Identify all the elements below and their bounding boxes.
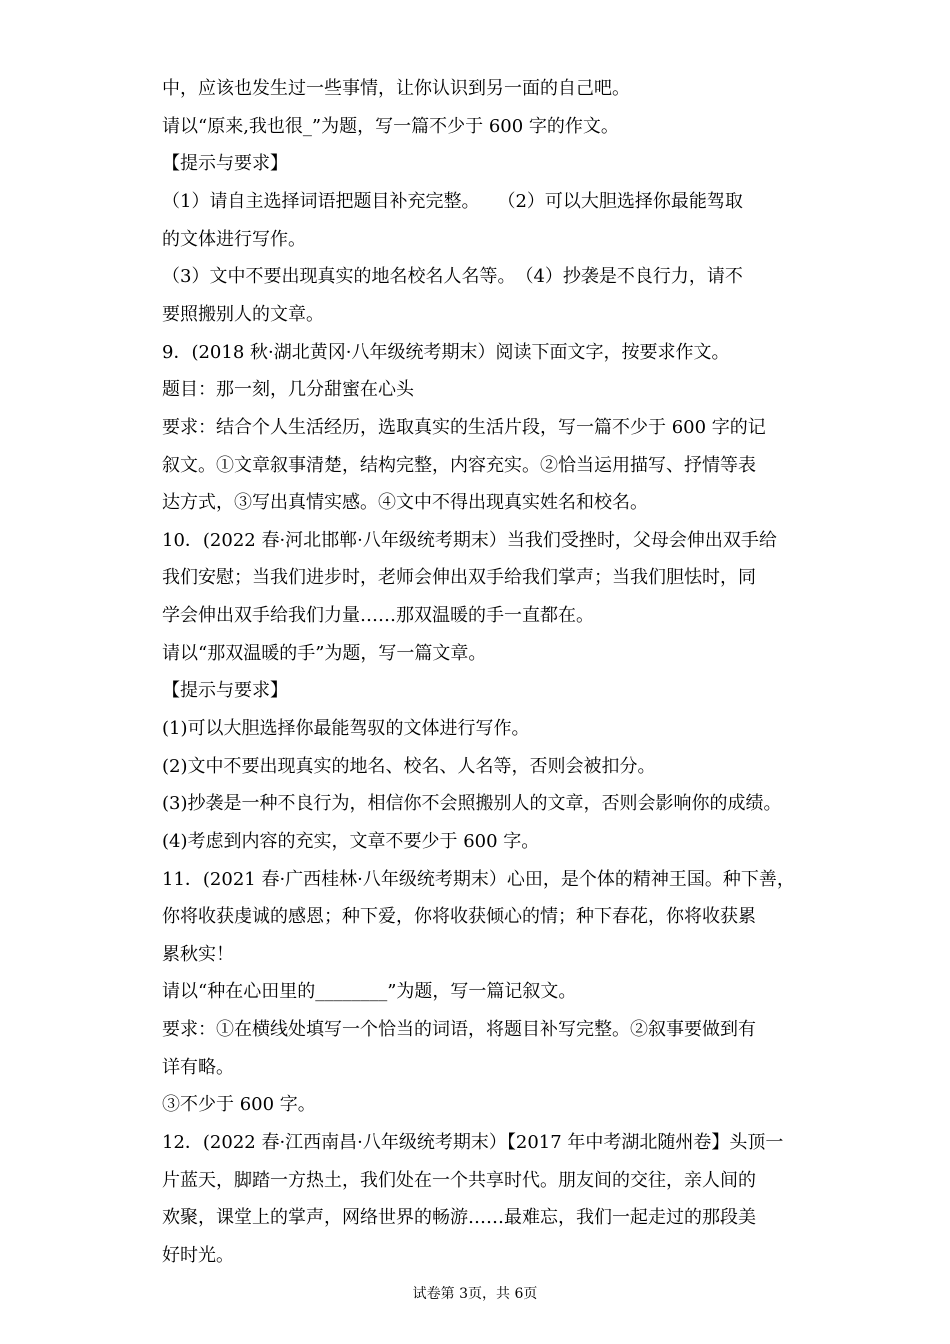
page-footer: 试卷第 3页，共 6页 xyxy=(412,1286,538,1302)
text-line: 请以“原来,我也很_”为题，写一篇不少于 600 字的作文。 xyxy=(162,116,619,137)
text-line: ③不少于 600 字。 xyxy=(162,1094,316,1115)
text-line: 叙文。①文章叙事清楚，结构完整，内容充实。②恰当运用描写、抒情等表 xyxy=(162,455,756,476)
text-line: (4)考虑到内容的充实，文章不要少于 600 字。 xyxy=(162,831,540,852)
text-line: 要求：结合个人生活经历，选取真实的生活片段，写一篇不少于 600 字的记 xyxy=(162,417,766,438)
text-line: 累秋实！ xyxy=(162,944,234,965)
text-line: 中，应该也发生过一些事情，让你认识到另一面的自己吧。 xyxy=(162,78,630,99)
text-line: 我们安慰；当我们进步时，老师会伸出双手给我们掌声；当我们胆怯时，同 xyxy=(162,567,756,588)
text-line: 的文体进行写作。 xyxy=(162,229,306,250)
text-line: 你将收获虔诚的感恩；种下爱，你将收获倾心的情；种下春花，你将收获累 xyxy=(162,906,756,927)
text-line: 学会伸出双手给我们力量……那双温暖的手一直都在。 xyxy=(162,605,594,626)
question-9: 9．(2018 秋·湖北黄冈·八年级统考期末）阅读下面文字，按要求作文。 xyxy=(162,342,730,363)
question-11: 11．(2021 春·广西桂林·八年级统考期末）心田，是个体的精神王国。种下善， xyxy=(162,869,795,890)
text-line: 片蓝天，脚踏一方热土，我们处在一个共享时代。朋友间的交往，亲人间的 xyxy=(162,1170,756,1191)
text-line: 请以“那双温暖的手”为题，写一篇文章。 xyxy=(162,643,487,664)
text-line: (2)文中不要出现真实的地名、校名、人名等，否则会被扣分。 xyxy=(162,756,656,777)
text-line: （3）文中不要出现真实的地名校名人名等。 （4）抄袭是不良行力，请不 xyxy=(162,266,743,287)
text-line: 题目：那一刻，几分甜蜜在心头 xyxy=(162,379,414,400)
text-line: (1)可以大胆选择你最能驾驭的文体进行写作。 xyxy=(162,718,530,739)
text-line: 好时光。 xyxy=(162,1245,234,1266)
text-line: 达方式，③写出真情实感。④文中不得出现真实姓名和校名。 xyxy=(162,492,648,513)
text-line: 详有略。 xyxy=(162,1057,234,1078)
text-line: 要照搬别人的文章。 xyxy=(162,304,324,325)
question-12: 12．(2022 春·江西南昌·八年级统考期末）【2017 年中考湖北随州卷】头顶一 xyxy=(162,1132,784,1153)
section-heading: 【提示与要求】 xyxy=(162,680,288,701)
text-line: 欢聚，课堂上的掌声，网络世界的畅游……最难忘，我们一起走过的那段美 xyxy=(162,1207,756,1228)
text-line: （1）请自主选择词语把题目补充完整。 （2）可以大胆选择你最能驾取 xyxy=(162,191,743,212)
text-line: (3)抄袭是一种不良行为，相信你不会照搬别人的文章，否则会影响你的成绩。 xyxy=(162,793,782,814)
text-line: 要求：①在横线处填写一个恰当的词语，将题目补写完整。②叙事要做到有 xyxy=(162,1019,756,1040)
question-10: 10．(2022 春·河北邯郸·八年级统考期末）当我们受挫时，父母会伸出双手给 xyxy=(162,530,777,551)
section-heading: 【提示与要求】 xyxy=(162,153,288,174)
text-line: 请以“种在心田里的________”为题，写一篇记叙文。 xyxy=(162,981,577,1002)
